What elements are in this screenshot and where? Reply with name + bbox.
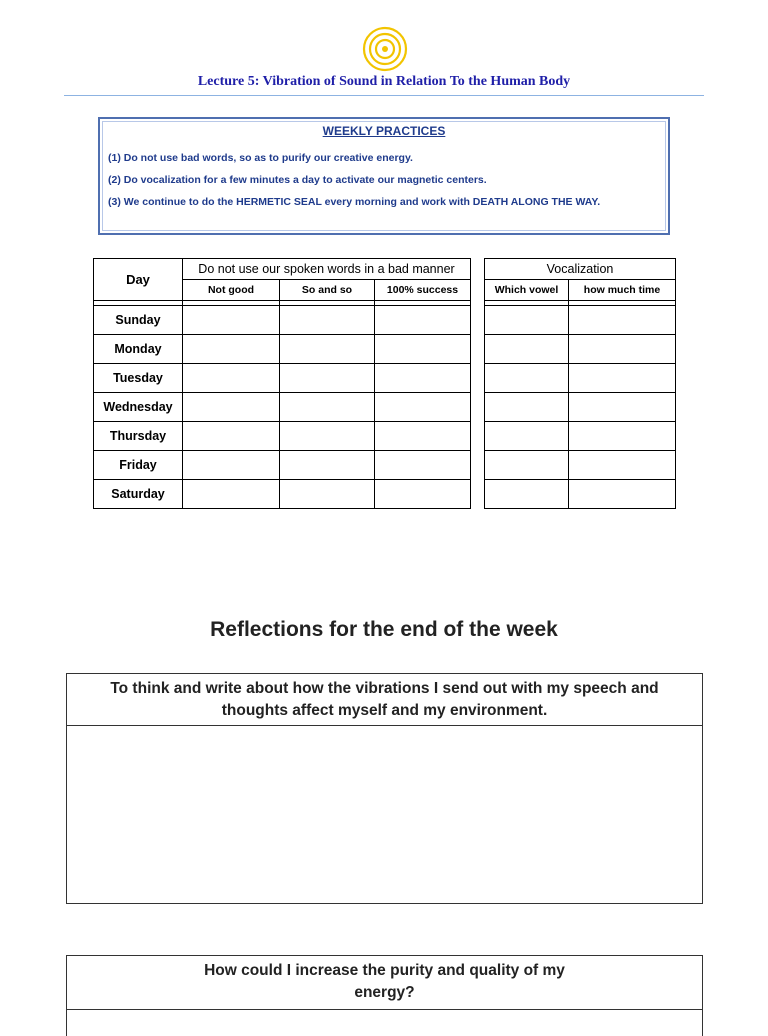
time-cell[interactable] — [569, 335, 676, 364]
vowel-cell[interactable] — [485, 335, 569, 364]
rating-cell[interactable] — [280, 335, 375, 364]
day-label: Tuesday — [94, 364, 183, 393]
title-divider — [64, 95, 704, 96]
time-cell[interactable] — [569, 393, 676, 422]
speech-tracker-table — [93, 258, 471, 509]
vowel-cell[interactable] — [485, 480, 569, 509]
rating-cell[interactable] — [375, 306, 471, 335]
table-row — [94, 306, 471, 335]
table-row — [485, 364, 676, 393]
day-label: Monday — [94, 335, 183, 364]
sun-logo-icon — [362, 26, 408, 72]
rating-cell[interactable] — [280, 480, 375, 509]
rating-cell[interactable] — [375, 335, 471, 364]
rating-cell[interactable] — [375, 393, 471, 422]
rating-cell[interactable] — [183, 480, 280, 509]
so-and-so-column-header: So and so — [280, 280, 375, 301]
vowel-cell[interactable] — [485, 422, 569, 451]
reflection-question: To think and write about how the vibrations I send out with my speech and thoughts affect myself and my environment. — [67, 674, 702, 726]
vocalization-column-header: Vocalization — [485, 259, 676, 280]
table-row — [94, 451, 471, 480]
table-row — [485, 335, 676, 364]
rating-cell[interactable] — [280, 451, 375, 480]
vocalization-tracker-table — [484, 258, 676, 509]
time-cell[interactable] — [569, 480, 676, 509]
table-row — [485, 451, 676, 480]
table-row — [94, 480, 471, 509]
practice-item: (2) Do vocalization for a few minutes a day to activate our magnetic centers. — [108, 174, 487, 186]
time-cell[interactable] — [569, 422, 676, 451]
time-cell[interactable] — [569, 306, 676, 335]
rating-cell[interactable] — [375, 422, 471, 451]
success-column-header: 100% success — [375, 280, 471, 301]
table-row — [485, 480, 676, 509]
table-row — [94, 422, 471, 451]
reflection-answer-area[interactable] — [67, 726, 702, 902]
reflection-question: How could I increase the purity and quality of my energy? — [67, 956, 702, 1010]
rating-cell[interactable] — [280, 364, 375, 393]
which-vowel-column-header: Which vowel — [485, 280, 569, 301]
day-label: Sunday — [94, 306, 183, 335]
table-row — [94, 335, 471, 364]
time-cell[interactable] — [569, 364, 676, 393]
day-label: Thursday — [94, 422, 183, 451]
speech-column-header: Do not use our spoken words in a bad manner — [183, 259, 471, 280]
day-label: Friday — [94, 451, 183, 480]
table-row — [485, 306, 676, 335]
rating-cell[interactable] — [183, 393, 280, 422]
rating-cell[interactable] — [375, 364, 471, 393]
rating-cell[interactable] — [375, 480, 471, 509]
vowel-cell[interactable] — [485, 451, 569, 480]
rating-cell[interactable] — [183, 422, 280, 451]
weekly-practices-box — [98, 117, 670, 235]
vowel-cell[interactable] — [485, 393, 569, 422]
rating-cell[interactable] — [183, 451, 280, 480]
rating-cell[interactable] — [280, 422, 375, 451]
rating-cell[interactable] — [183, 364, 280, 393]
how-much-time-column-header: how much time — [569, 280, 676, 301]
reflection-box-vibrations — [66, 673, 703, 904]
rating-cell[interactable] — [375, 451, 471, 480]
rating-cell[interactable] — [183, 335, 280, 364]
rating-cell[interactable] — [183, 306, 280, 335]
table-row — [485, 422, 676, 451]
day-column-header: Day — [94, 259, 183, 301]
vowel-cell[interactable] — [485, 306, 569, 335]
table-row — [485, 393, 676, 422]
practice-item: (1) Do not use bad words, so as to purify our creative energy. — [108, 152, 413, 164]
reflections-title: Reflections for the end of the week — [210, 618, 558, 641]
not-good-column-header: Not good — [183, 280, 280, 301]
day-label: Wednesday — [94, 393, 183, 422]
rating-cell[interactable] — [280, 393, 375, 422]
reflection-answer-area[interactable] — [67, 1010, 702, 1036]
time-cell[interactable] — [569, 451, 676, 480]
weekly-practices-heading: WEEKLY PRACTICES — [322, 124, 446, 138]
table-row — [94, 393, 471, 422]
rating-cell[interactable] — [280, 306, 375, 335]
table-row — [94, 364, 471, 393]
day-label: Saturday — [94, 480, 183, 509]
practice-item: (3) We continue to do the HERMETIC SEAL every morning and work with DEATH ALONG THE WAY. — [108, 196, 601, 208]
lecture-title: Lecture 5: Vibration of Sound in Relation To the Human Body — [197, 74, 571, 89]
vowel-cell[interactable] — [485, 364, 569, 393]
